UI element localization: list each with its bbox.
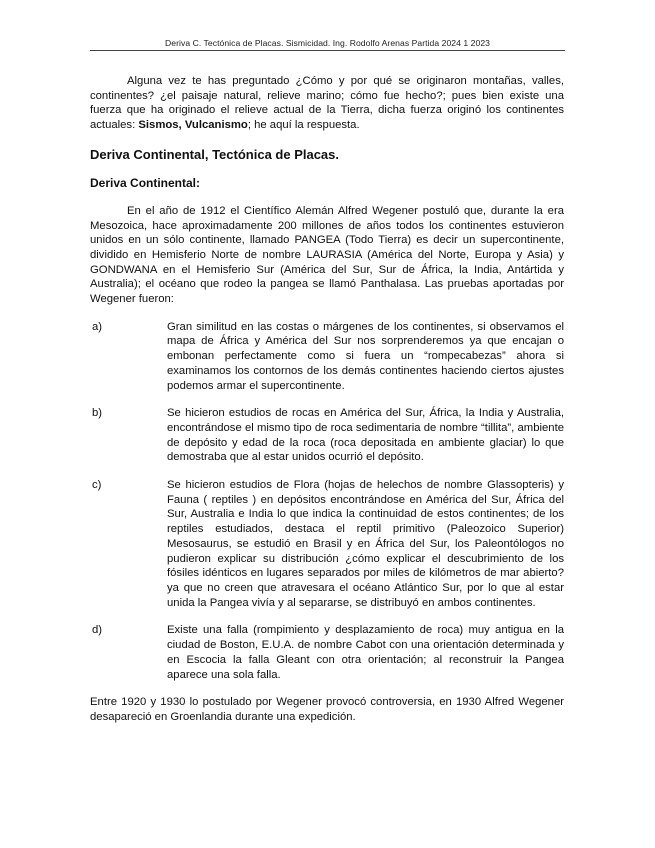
list-item xyxy=(90,478,564,610)
body-paragraph: En el año de 1912 el Científico Alemán Alfred Wegener postuló que, durante la era Mesozoica, hace aproximadamente 200 millones de años todos los continentes estuvieron unidos en un sólo continente, llamado PANGEA (Todo Tierra) es decir un supercontinente, dividido en Hemisferio Norte de nombre LAURASIA (América del Norte, Europa y Asia) y GONDWANA en el Hemisferio Sur (América del Sur, Sur de África, la India, Antártida y Australia); el océano que rodeo la pangea se llamó Panthalasa. Las pruebas aportadas por Wegener fueron: xyxy=(90,204,564,306)
intro-text: Alguna vez te has preguntado ¿Cómo y por qué se originaron montañas, valles, continentes? ¿el paisaje natural, relieve marino; cómo fue hecho?; pues bien existe una fuerza que ha originado el relieve actual de la Tierra, dicha fuerza originó los continentes actuales: xyxy=(90,75,564,132)
list-item-text: Existe una falla (rompimiento y desplazamiento de roca) muy antigua en la ciudad de Boston, E.U.A. de nombre Cabot con una orientación determinada y en Escocia la falla Gleant con otra orientación; al reconstruir la Pangea aparece una sola falla. xyxy=(167,624,564,681)
intro-tail: ; he aquí la respuesta. xyxy=(247,119,360,132)
list-item-text: Se hicieron estudios de Flora (hojas de helechos de nombre Glassopteris) y Fauna ( reptiles ) en depósitos encontrándose en América del Sur, África del Sur, Australia e India lo que indica la continuidad de estos continentes; de los reptiles estudiados, destaca el reptil primitivo (Paleozoico Superior) Mesosaurus, se estudió en Brasil y en África del Sur, los Paleontólogos no pudieron explicar su distribución ¿cómo explicar el descubrimiento de los fósiles idénticos en lugares separados por miles de kilómetros de mar abierto? ya que no creen que atravesara el océano Atlántico Sur, por lo que al estar unida la Pangea vivía y al separarse, se distribuyó en ambos continentes. xyxy=(167,479,564,609)
intro-bold-answer: Sismos, Vulcanismo xyxy=(138,119,248,132)
header-rule xyxy=(90,50,565,51)
intro-paragraph xyxy=(90,74,564,133)
section-subtitle: Deriva Continental: xyxy=(90,175,201,190)
section-title: Deriva Continental, Tectónica de Placas. xyxy=(90,146,340,162)
list-marker: a) xyxy=(92,320,103,333)
document-body xyxy=(90,74,564,725)
list-marker: d) xyxy=(92,624,103,637)
list-marker: b) xyxy=(92,407,103,420)
evidence-list xyxy=(90,320,564,682)
list-item xyxy=(90,623,564,682)
closing-paragraph: Entre 1920 y 1930 lo postulado por Wegener provocó controversia, en 1930 Alfred Wegener desapareció en Groenlandia durante una expedición. xyxy=(90,696,564,723)
list-item-text: Se hicieron estudios de rocas en América del Sur, África, la India y Australia, encontrándose el mismo tipo de roca sedimentaria de nombre “tillita”, ambiente de depósito y edad de la roca (roca depositada en ambiente glaciar) lo que demostraba que al estar unidos ocurrió el depósito. xyxy=(167,407,564,464)
list-marker: c) xyxy=(92,479,102,492)
running-header: Deriva C. Tectónica de Placas. Sismicidad. Ing. Rodolfo Arenas Partida 2024 1 2023 xyxy=(165,38,490,48)
list-item xyxy=(90,406,564,465)
list-item-text: Gran similitud en las costas o márgenes de los continentes, si observamos el mapa de África y América del Sur nos sorprenderemos ya que encajan o embonan perfectamente como si fuera un “rompecabezas” ahora si examinamos los contornos de los demás continentes haciendo ciertos ajustes podemos armar el supercontinente. xyxy=(167,320,564,392)
list-item xyxy=(90,320,564,394)
